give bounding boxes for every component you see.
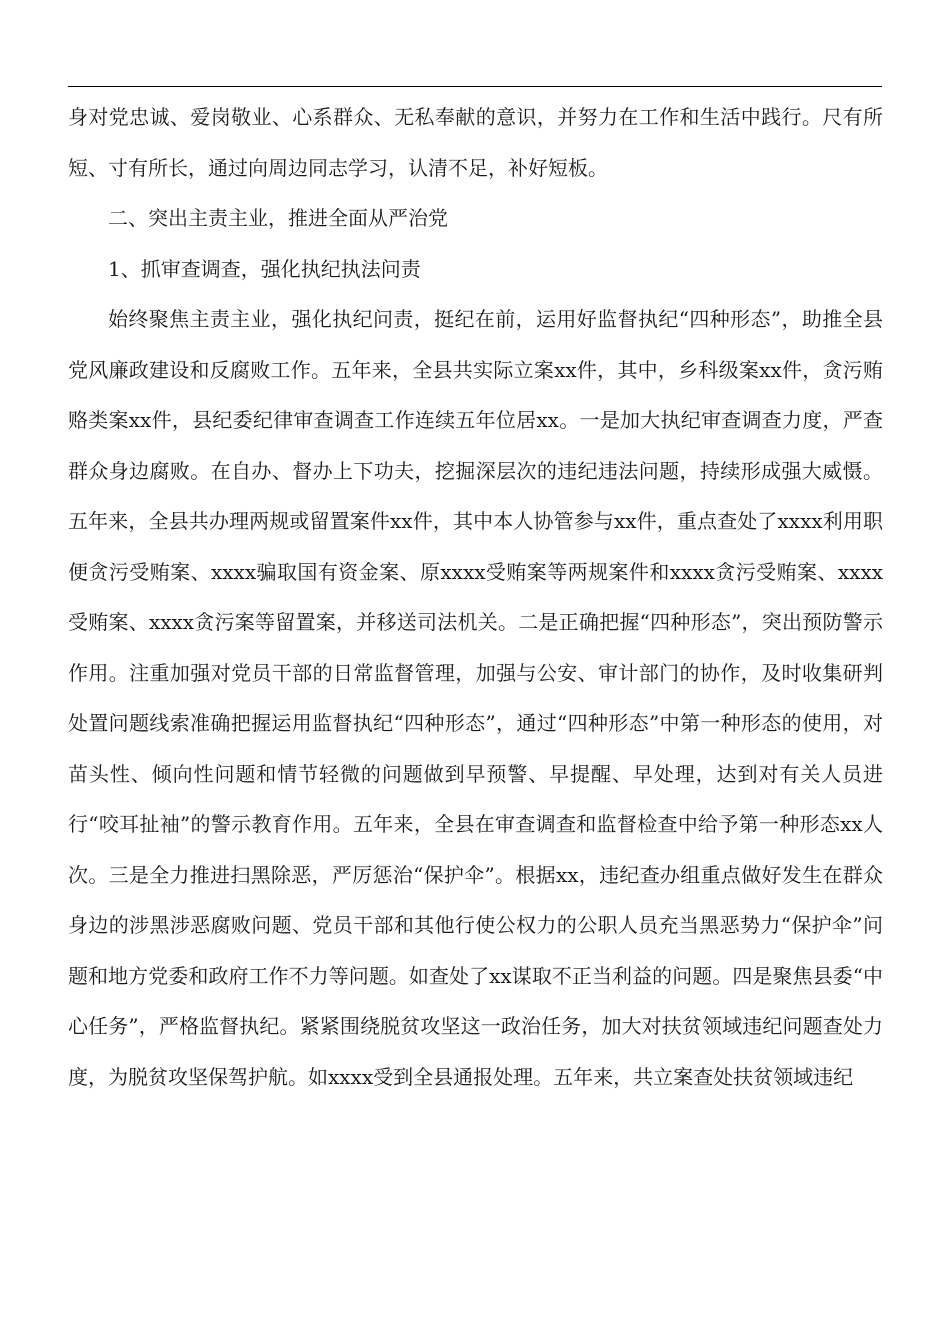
paragraph-body: 始终聚焦主责主业，强化执纪问责，挺纪在前，运用好监督执纪“四种形态”，助推全县党风廉政建设和反腐败工作。五年来，全县共实际立案xx件，其中，乡科级案xx件，贪污贿赂类案xx件，县纪委纪律审查调查工作连续五年位居xx。一是加大执纪审查调查力度，严查群众身边腐败。在自办、督办上下功夫，挖掘深层次的违纪违法问题，持续形成强大威慑。五年来，全县共办理两规或留置案件xx件，其中本人协管参与xx件，重点查处了xxxx利用职便贪污受贿案、xxxx骗取国有资金案、原xxxx受贿案等两规案件和xxxx贪污受贿案、xxxx受贿案、xxxx贪污案等留置案，并移送司法机关。二是正确把握“四种形态”，突出预防警示作用。注重加强对党员干部的日常监督管理，加强与公安、审计部门的协作，及时收集研判处置问题线索准确把握运用监督执纪“四种形态”，通过“四种形态”中第一种形态的使用，对苗头性、倾向性问题和情节轻微的问题做到早预警、早提醒、早处理，达到对有关人员进行“咬耳扯袖”的警示教育作用。五年来，全县在审查调查和监督检查中给予第一种形态xx人次。三是全力推进扫黑除恶，严厉惩治“保护伞”。根据xx，违纪查办组重点做好发生在群众身边的涉黑涉恶腐败问题、党员干部和其他行使公权力的公职人员充当黑恶势力“保护伞”问题和地方党委和政府工作不力等问题。如查处了xx谋取不正当利益的问题。四是聚焦县委“中心任务”，严格监督执纪。紧紧围绕脱贫攻坚这一政治任务，加大对扶贫领域违纪问题查处力度，为脱贫攻坚保驾护航。如xxxx受到全县通报处理。五年来，共立案查处扶贫领域违纪	[68, 307, 883, 1089]
section-heading: 二、突出主责主业，推进全面从严治党	[108, 206, 448, 230]
header-divider	[68, 86, 882, 87]
document-body	[68, 92, 883, 1102]
paragraph-continuation: 身对党忠诚、爱岗敬业、心系群众、无私奉献的意识，并努力在工作和生活中践行。尺有所短、寸有所长，通过向周边同志学习，认清不足，补好短板。	[68, 105, 883, 180]
subsection-heading: 1、抓审查调查，强化执纪执法问责	[108, 256, 421, 281]
